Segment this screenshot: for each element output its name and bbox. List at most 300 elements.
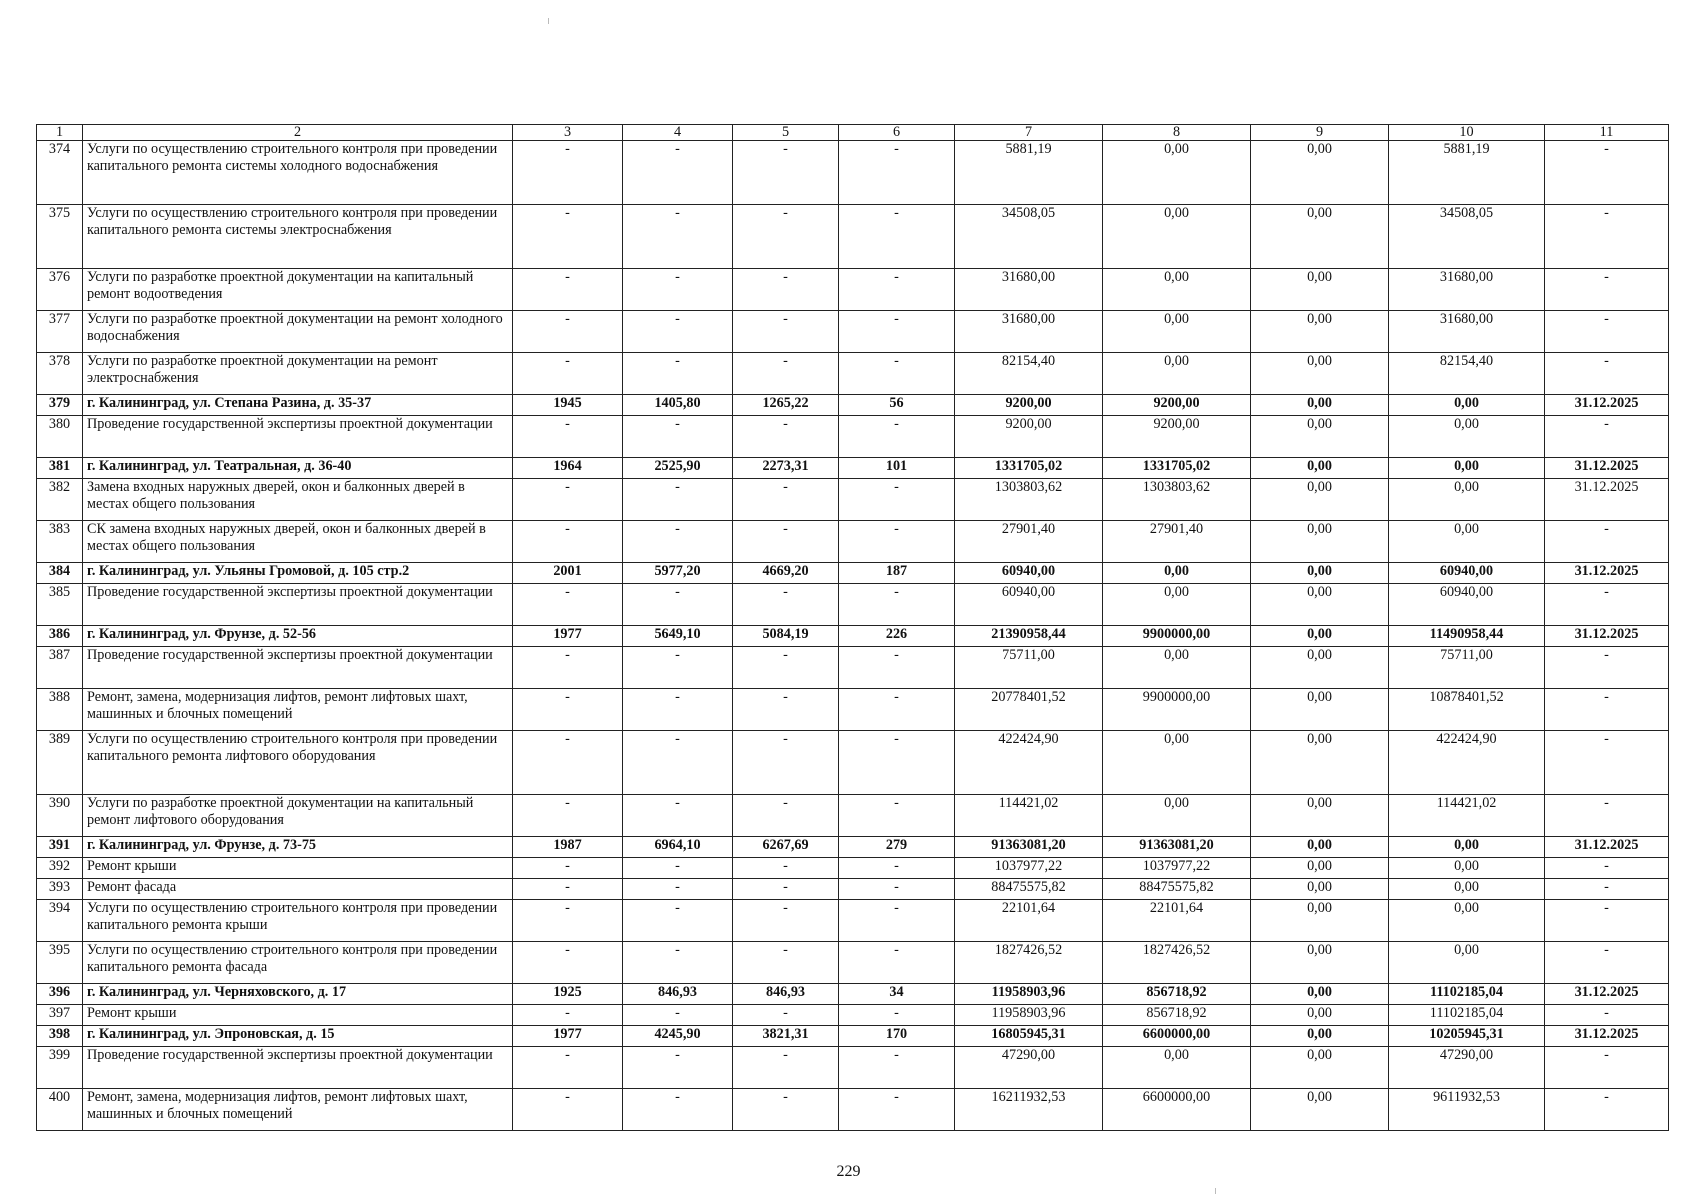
cell-c11: -: [1545, 1089, 1669, 1131]
cell-c9: 0,00: [1251, 395, 1389, 416]
cell-c7: 27901,40: [955, 521, 1103, 563]
table-row: [37, 584, 1669, 626]
column-header: 10: [1389, 125, 1545, 141]
cell-c5: -: [733, 205, 839, 269]
cell-c5: 6267,69: [733, 837, 839, 858]
row-description: г. Калининград, ул. Фрунзе, д. 73-75: [83, 837, 513, 858]
row-description: Услуги по осуществлению строительного контроля при проведении капитального ремонта крыши: [83, 900, 513, 942]
cell-c6: -: [839, 1047, 955, 1089]
cell-c8: 9900000,00: [1103, 689, 1251, 731]
cell-c10: 0,00: [1389, 879, 1545, 900]
cell-c7: 91363081,20: [955, 837, 1103, 858]
cell-c7: 16805945,31: [955, 1026, 1103, 1047]
cell-c5: -: [733, 900, 839, 942]
cell-c7: 11958903,96: [955, 1005, 1103, 1026]
cell-c10: 9611932,53: [1389, 1089, 1545, 1131]
cell-c4: -: [623, 521, 733, 563]
cell-c7: 114421,02: [955, 795, 1103, 837]
row-description: Замена входных наружных дверей, окон и балконных дверей в местах общего пользования: [83, 479, 513, 521]
row-description: Проведение государственной экспертизы проектной документации: [83, 647, 513, 689]
cell-c4: -: [623, 942, 733, 984]
cell-c9: 0,00: [1251, 353, 1389, 395]
cell-c10: 0,00: [1389, 395, 1545, 416]
row-description: г. Калининград, ул. Эпроновская, д. 15: [83, 1026, 513, 1047]
cell-c10: 75711,00: [1389, 647, 1545, 689]
cell-c8: 9200,00: [1103, 416, 1251, 458]
cell-c6: -: [839, 795, 955, 837]
cell-c7: 22101,64: [955, 900, 1103, 942]
scan-mark: [548, 18, 549, 24]
cell-c9: 0,00: [1251, 984, 1389, 1005]
cell-c3: -: [513, 795, 623, 837]
cell-c8: 856718,92: [1103, 1005, 1251, 1026]
row-number: 394: [37, 900, 83, 942]
cell-c9: 0,00: [1251, 141, 1389, 205]
cell-c11: -: [1545, 584, 1669, 626]
cell-c10: 0,00: [1389, 900, 1545, 942]
cell-c5: -: [733, 584, 839, 626]
row-number: 388: [37, 689, 83, 731]
cell-c6: -: [839, 521, 955, 563]
cell-c9: 0,00: [1251, 1047, 1389, 1089]
cell-c6: -: [839, 900, 955, 942]
cell-c10: 34508,05: [1389, 205, 1545, 269]
cell-c9: 0,00: [1251, 858, 1389, 879]
row-number: 399: [37, 1047, 83, 1089]
cell-c6: -: [839, 647, 955, 689]
cell-c6: -: [839, 584, 955, 626]
cell-c7: 1827426,52: [955, 942, 1103, 984]
cell-c8: 0,00: [1103, 563, 1251, 584]
cell-c9: 0,00: [1251, 416, 1389, 458]
cell-c4: 846,93: [623, 984, 733, 1005]
cell-c10: 114421,02: [1389, 795, 1545, 837]
cell-c10: 47290,00: [1389, 1047, 1545, 1089]
row-description: Проведение государственной экспертизы проектной документации: [83, 1047, 513, 1089]
cell-c6: -: [839, 689, 955, 731]
cell-c4: 2525,90: [623, 458, 733, 479]
row-number: 385: [37, 584, 83, 626]
cell-c11: -: [1545, 647, 1669, 689]
row-description: Проведение государственной экспертизы проектной документации: [83, 416, 513, 458]
cell-c10: 0,00: [1389, 479, 1545, 521]
cell-c5: -: [733, 269, 839, 311]
row-description: Услуги по разработке проектной документации на ремонт холодного водоснабжения: [83, 311, 513, 353]
cell-c6: -: [839, 353, 955, 395]
table-row: [37, 395, 1669, 416]
cell-c7: 47290,00: [955, 1047, 1103, 1089]
row-description: Услуги по разработке проектной документации на капитальный ремонт водоотведения: [83, 269, 513, 311]
cell-c7: 5881,19: [955, 141, 1103, 205]
cell-c10: 5881,19: [1389, 141, 1545, 205]
cell-c7: 9200,00: [955, 416, 1103, 458]
cell-c10: 60940,00: [1389, 584, 1545, 626]
table-row: [37, 1026, 1669, 1047]
cell-c9: 0,00: [1251, 205, 1389, 269]
row-number: 391: [37, 837, 83, 858]
cell-c6: 34: [839, 984, 955, 1005]
row-number: 395: [37, 942, 83, 984]
cell-c5: -: [733, 879, 839, 900]
cell-c4: -: [623, 205, 733, 269]
cell-c11: -: [1545, 311, 1669, 353]
cell-c5: -: [733, 1005, 839, 1026]
table-row: [37, 416, 1669, 458]
cell-c7: 60940,00: [955, 584, 1103, 626]
cell-c10: 60940,00: [1389, 563, 1545, 584]
row-number: 376: [37, 269, 83, 311]
row-number: 393: [37, 879, 83, 900]
cell-c11: -: [1545, 269, 1669, 311]
cell-c5: -: [733, 141, 839, 205]
cell-c9: 0,00: [1251, 563, 1389, 584]
row-number: 381: [37, 458, 83, 479]
row-number: 392: [37, 858, 83, 879]
row-number: 396: [37, 984, 83, 1005]
cell-c7: 1303803,62: [955, 479, 1103, 521]
cell-c6: -: [839, 205, 955, 269]
cell-c9: 0,00: [1251, 837, 1389, 858]
cell-c3: -: [513, 416, 623, 458]
cell-c10: 10205945,31: [1389, 1026, 1545, 1047]
cell-c6: -: [839, 479, 955, 521]
cell-c7: 21390958,44: [955, 626, 1103, 647]
row-description: г. Калининград, ул. Ульяны Громовой, д. 105 стр.2: [83, 563, 513, 584]
table-row: [37, 1047, 1669, 1089]
table-row: [37, 984, 1669, 1005]
cell-c11: -: [1545, 353, 1669, 395]
row-number: 378: [37, 353, 83, 395]
cell-c4: -: [623, 1047, 733, 1089]
cell-c3: -: [513, 1047, 623, 1089]
row-description: г. Калининград, ул. Театральная, д. 36-40: [83, 458, 513, 479]
cell-c9: 0,00: [1251, 942, 1389, 984]
cell-c6: -: [839, 311, 955, 353]
cell-c5: -: [733, 311, 839, 353]
cell-c4: -: [623, 900, 733, 942]
column-header: 1: [37, 125, 83, 141]
row-number: 375: [37, 205, 83, 269]
cell-c4: -: [623, 689, 733, 731]
cell-c4: -: [623, 1089, 733, 1131]
cell-c5: 5084,19: [733, 626, 839, 647]
cell-c8: 0,00: [1103, 311, 1251, 353]
cell-c8: 9900000,00: [1103, 626, 1251, 647]
cell-c6: -: [839, 416, 955, 458]
cell-c4: -: [623, 858, 733, 879]
table-row: [37, 942, 1669, 984]
table-row: [37, 521, 1669, 563]
cell-c9: 0,00: [1251, 795, 1389, 837]
cell-c5: -: [733, 1089, 839, 1131]
row-description: г. Калининград, ул. Фрунзе, д. 52-56: [83, 626, 513, 647]
cell-c4: -: [623, 311, 733, 353]
cell-c7: 82154,40: [955, 353, 1103, 395]
cell-c4: -: [623, 479, 733, 521]
cell-c5: -: [733, 479, 839, 521]
cell-c3: -: [513, 584, 623, 626]
row-description: Услуги по осуществлению строительного контроля при проведении капитального ремонта фасада: [83, 942, 513, 984]
cell-c6: 101: [839, 458, 955, 479]
row-description: Услуги по осуществлению строительного контроля при проведении капитального ремонта системы электроснабжения: [83, 205, 513, 269]
row-description: Проведение государственной экспертизы проектной документации: [83, 584, 513, 626]
column-number-row: [37, 125, 1669, 141]
table-row: [37, 731, 1669, 795]
cell-c7: 1037977,22: [955, 858, 1103, 879]
cell-c8: 91363081,20: [1103, 837, 1251, 858]
cell-c7: 31680,00: [955, 269, 1103, 311]
cell-c5: -: [733, 1047, 839, 1089]
cell-c3: 1964: [513, 458, 623, 479]
row-number: 397: [37, 1005, 83, 1026]
cell-c6: -: [839, 1089, 955, 1131]
cell-c6: -: [839, 731, 955, 795]
table-row: [37, 837, 1669, 858]
cell-c11: -: [1545, 900, 1669, 942]
cell-c3: 2001: [513, 563, 623, 584]
cell-c11: -: [1545, 858, 1669, 879]
cell-c9: 0,00: [1251, 900, 1389, 942]
cell-c8: 88475575,82: [1103, 879, 1251, 900]
cell-c9: 0,00: [1251, 1005, 1389, 1026]
cell-c3: -: [513, 1005, 623, 1026]
cell-c6: -: [839, 1005, 955, 1026]
cell-c5: 2273,31: [733, 458, 839, 479]
row-description: Ремонт фасада: [83, 879, 513, 900]
row-number: 390: [37, 795, 83, 837]
cell-c7: 422424,90: [955, 731, 1103, 795]
cell-c4: 5649,10: [623, 626, 733, 647]
cell-c6: -: [839, 141, 955, 205]
cell-c3: 1987: [513, 837, 623, 858]
cell-c4: -: [623, 584, 733, 626]
table-row: [37, 1005, 1669, 1026]
cell-c10: 422424,90: [1389, 731, 1545, 795]
cell-c8: 1331705,02: [1103, 458, 1251, 479]
cell-c11: -: [1545, 795, 1669, 837]
cell-c4: -: [623, 647, 733, 689]
cell-c8: 0,00: [1103, 647, 1251, 689]
cell-c5: -: [733, 521, 839, 563]
cell-c11: 31.12.2025: [1545, 626, 1669, 647]
row-description: СК замена входных наружных дверей, окон и балконных дверей в местах общего пользования: [83, 521, 513, 563]
cell-c11: 31.12.2025: [1545, 458, 1669, 479]
cell-c4: -: [623, 416, 733, 458]
cell-c11: -: [1545, 1047, 1669, 1089]
cell-c10: 31680,00: [1389, 269, 1545, 311]
cell-c10: 10878401,52: [1389, 689, 1545, 731]
cell-c9: 0,00: [1251, 647, 1389, 689]
table-row: [37, 205, 1669, 269]
row-number: 398: [37, 1026, 83, 1047]
cell-c4: -: [623, 795, 733, 837]
cell-c5: 4669,20: [733, 563, 839, 584]
cell-c6: 170: [839, 1026, 955, 1047]
cell-c4: -: [623, 141, 733, 205]
cell-c8: 1037977,22: [1103, 858, 1251, 879]
cell-c9: 0,00: [1251, 269, 1389, 311]
cell-c9: 0,00: [1251, 1089, 1389, 1131]
cell-c8: 9200,00: [1103, 395, 1251, 416]
cell-c9: 0,00: [1251, 458, 1389, 479]
document-sheet: [36, 124, 1668, 1131]
table-row: [37, 479, 1669, 521]
cell-c9: 0,00: [1251, 879, 1389, 900]
row-number: 374: [37, 141, 83, 205]
cell-c3: -: [513, 900, 623, 942]
row-number: 382: [37, 479, 83, 521]
column-header: 11: [1545, 125, 1669, 141]
cell-c10: 0,00: [1389, 858, 1545, 879]
table-row: [37, 141, 1669, 205]
cell-c8: 1827426,52: [1103, 942, 1251, 984]
cell-c9: 0,00: [1251, 584, 1389, 626]
row-description: г. Калининград, ул. Степана Разина, д. 35-37: [83, 395, 513, 416]
cell-c4: -: [623, 731, 733, 795]
column-header: 8: [1103, 125, 1251, 141]
cell-c11: -: [1545, 1005, 1669, 1026]
row-description: Услуги по осуществлению строительного контроля при проведении капитального ремонта лифтового оборудования: [83, 731, 513, 795]
cell-c8: 0,00: [1103, 1047, 1251, 1089]
cell-c6: 56: [839, 395, 955, 416]
table-row: [37, 795, 1669, 837]
cell-c11: 31.12.2025: [1545, 837, 1669, 858]
cell-c3: -: [513, 311, 623, 353]
table-row: [37, 900, 1669, 942]
cell-c6: 279: [839, 837, 955, 858]
cell-c4: 1405,80: [623, 395, 733, 416]
cell-c5: 3821,31: [733, 1026, 839, 1047]
table-row: [37, 353, 1669, 395]
cell-c3: -: [513, 353, 623, 395]
cell-c3: -: [513, 858, 623, 879]
cell-c4: -: [623, 353, 733, 395]
cell-c5: 1265,22: [733, 395, 839, 416]
cell-c8: 6600000,00: [1103, 1089, 1251, 1131]
cell-c9: 0,00: [1251, 521, 1389, 563]
column-header: 2: [83, 125, 513, 141]
row-description: Ремонт, замена, модернизация лифтов, ремонт лифтовых шахт, машинных и блочных помещений: [83, 1089, 513, 1131]
cell-c11: -: [1545, 942, 1669, 984]
cell-c7: 9200,00: [955, 395, 1103, 416]
cell-c7: 31680,00: [955, 311, 1103, 353]
column-header: 4: [623, 125, 733, 141]
cell-c11: -: [1545, 141, 1669, 205]
row-number: 384: [37, 563, 83, 584]
cell-c3: 1945: [513, 395, 623, 416]
cell-c8: 0,00: [1103, 269, 1251, 311]
cell-c3: -: [513, 879, 623, 900]
cell-c8: 6600000,00: [1103, 1026, 1251, 1047]
cell-c3: 1977: [513, 1026, 623, 1047]
cell-c8: 0,00: [1103, 731, 1251, 795]
column-header: 9: [1251, 125, 1389, 141]
cell-c11: -: [1545, 521, 1669, 563]
cell-c11: -: [1545, 689, 1669, 731]
cell-c9: 0,00: [1251, 626, 1389, 647]
cell-c10: 0,00: [1389, 942, 1545, 984]
table-row: [37, 689, 1669, 731]
cell-c9: 0,00: [1251, 689, 1389, 731]
cell-c3: 1977: [513, 626, 623, 647]
row-description: г. Калининград, ул. Черняховского, д. 17: [83, 984, 513, 1005]
data-table: [36, 124, 1669, 1131]
cell-c3: -: [513, 205, 623, 269]
table-row: [37, 1089, 1669, 1131]
cell-c6: 226: [839, 626, 955, 647]
cell-c5: -: [733, 858, 839, 879]
cell-c10: 11102185,04: [1389, 1005, 1545, 1026]
cell-c7: 34508,05: [955, 205, 1103, 269]
cell-c3: -: [513, 647, 623, 689]
cell-c7: 16211932,53: [955, 1089, 1103, 1131]
cell-c9: 0,00: [1251, 479, 1389, 521]
table-row: [37, 269, 1669, 311]
cell-c8: 0,00: [1103, 795, 1251, 837]
row-number: 380: [37, 416, 83, 458]
row-description: Ремонт крыши: [83, 858, 513, 879]
cell-c7: 88475575,82: [955, 879, 1103, 900]
cell-c3: -: [513, 269, 623, 311]
table-row: [37, 858, 1669, 879]
cell-c7: 75711,00: [955, 647, 1103, 689]
column-header: 3: [513, 125, 623, 141]
cell-c4: 4245,90: [623, 1026, 733, 1047]
cell-c11: 31.12.2025: [1545, 395, 1669, 416]
column-header: 5: [733, 125, 839, 141]
cell-c10: 0,00: [1389, 416, 1545, 458]
cell-c10: 11102185,04: [1389, 984, 1545, 1005]
cell-c11: -: [1545, 879, 1669, 900]
cell-c11: -: [1545, 416, 1669, 458]
cell-c10: 0,00: [1389, 521, 1545, 563]
cell-c3: -: [513, 141, 623, 205]
scan-mark: [1215, 1188, 1216, 1194]
row-description: Услуги по разработке проектной документации на капитальный ремонт лифтового оборудования: [83, 795, 513, 837]
row-number: 389: [37, 731, 83, 795]
cell-c3: -: [513, 689, 623, 731]
cell-c3: -: [513, 521, 623, 563]
cell-c5: -: [733, 689, 839, 731]
cell-c5: -: [733, 795, 839, 837]
cell-c5: 846,93: [733, 984, 839, 1005]
cell-c6: -: [839, 858, 955, 879]
cell-c6: -: [839, 942, 955, 984]
cell-c11: 31.12.2025: [1545, 984, 1669, 1005]
row-description: Услуги по осуществлению строительного контроля при проведении капитального ремонта системы холодного водоснабжения: [83, 141, 513, 205]
cell-c5: -: [733, 353, 839, 395]
cell-c5: -: [733, 731, 839, 795]
row-description: Ремонт, замена, модернизация лифтов, ремонт лифтовых шахт, машинных и блочных помещений: [83, 689, 513, 731]
row-number: 379: [37, 395, 83, 416]
cell-c3: -: [513, 731, 623, 795]
cell-c3: 1925: [513, 984, 623, 1005]
cell-c4: 5977,20: [623, 563, 733, 584]
column-header: 6: [839, 125, 955, 141]
cell-c5: -: [733, 647, 839, 689]
cell-c4: 6964,10: [623, 837, 733, 858]
cell-c11: 31.12.2025: [1545, 479, 1669, 521]
cell-c4: -: [623, 269, 733, 311]
cell-c8: 0,00: [1103, 141, 1251, 205]
cell-c10: 11490958,44: [1389, 626, 1545, 647]
cell-c11: -: [1545, 205, 1669, 269]
cell-c8: 1303803,62: [1103, 479, 1251, 521]
table-row: [37, 626, 1669, 647]
cell-c3: -: [513, 1089, 623, 1131]
table-row: [37, 458, 1669, 479]
row-description: Услуги по разработке проектной документации на ремонт электроснабжения: [83, 353, 513, 395]
